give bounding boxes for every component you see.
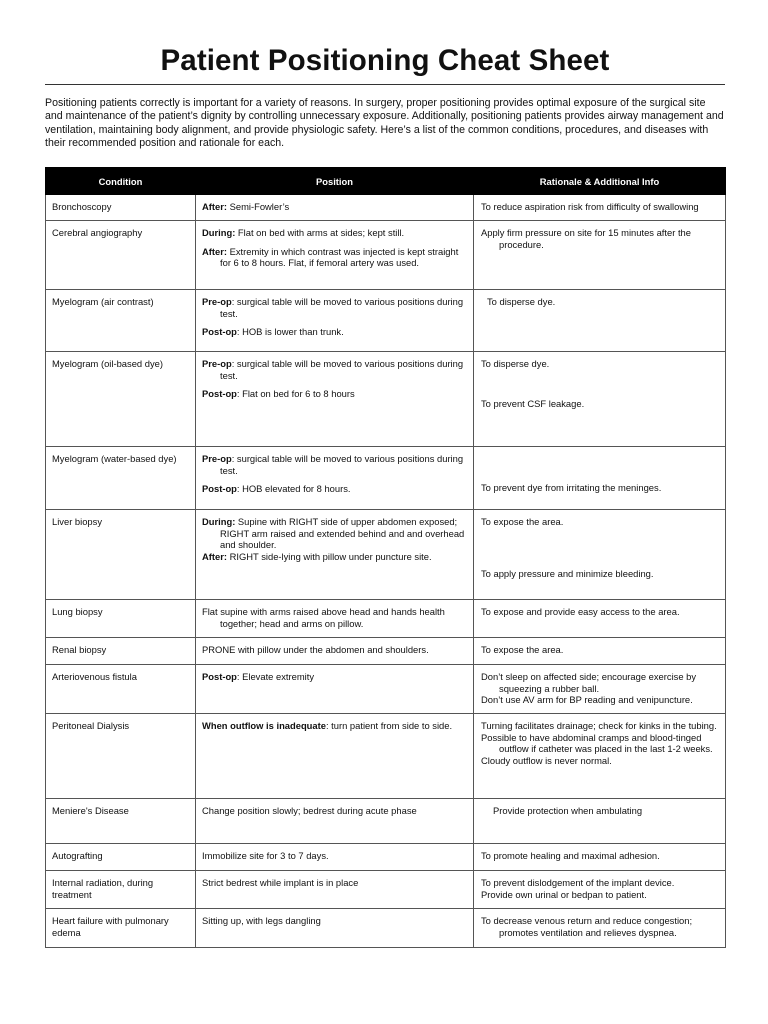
position-label: After: [202, 550, 227, 562]
position-text: : surgical table will be moved to various positions during test. [220, 453, 464, 476]
position-line [202, 720, 467, 732]
rationale-cell [474, 221, 726, 290]
position-label: After: [202, 245, 227, 257]
position-label: When outflow is inadequate [202, 720, 326, 731]
table-row [46, 510, 726, 600]
table-row [46, 665, 726, 714]
rationale-line: Turning facilitates drainage; check for kinks in the tubing. [481, 720, 717, 731]
column-header-condition: Condition [46, 168, 196, 195]
rationale-line: Cloudy outflow is never normal. [481, 754, 612, 766]
rationale-line: To expose the area. [481, 644, 564, 655]
position-label: During: [202, 516, 236, 527]
position-cell [196, 799, 474, 844]
position-line [202, 296, 467, 319]
table-row [46, 447, 726, 510]
intro-paragraph: Positioning patients correctly is important for a variety of reasons. In surgery, proper positioning provides optimal exposure of the surgical site and maintenance of the patient’s dignity by controlling unnecessary exposure. Additionally, positioning patients provides airway management and ventilation, maintaining body alignment, and provide physiologic safety. Here’s a list of the common conditions, procedures, and diseases with their recommended position and rationale for each. [45, 97, 724, 149]
position-cell [196, 447, 474, 510]
rationale-line: Apply firm pressure on site for 15 minutes after the procedure. [481, 227, 691, 250]
position-cell [196, 871, 474, 909]
condition-cell: Renal biopsy [46, 638, 196, 665]
position-text: PRONE with pillow under the abdomen and shoulders. [202, 644, 429, 655]
table-row [46, 352, 726, 447]
table-row [46, 638, 726, 665]
rationale-line: To prevent dye from irritating the meninges. [481, 482, 662, 493]
position-cell [196, 195, 474, 221]
position-line [202, 877, 467, 889]
position-cell [196, 714, 474, 799]
rationale-line: To prevent dislodgement of the implant device. [481, 877, 675, 888]
position-label: Pre-op [202, 358, 232, 369]
rationale-cell [474, 195, 726, 221]
position-cell [196, 844, 474, 871]
position-label: Post-op [202, 671, 237, 682]
table-row [46, 221, 726, 290]
position-label: After: [202, 201, 227, 212]
rationale-cell [474, 600, 726, 638]
position-text: Immobilize site for 3 to 7 days. [202, 850, 329, 861]
title-divider [45, 84, 725, 85]
table-row [46, 799, 726, 844]
table-row [46, 714, 726, 799]
position-line [202, 246, 467, 269]
position-line [202, 227, 467, 239]
rationale-line: To prevent CSF leakage. [481, 397, 585, 409]
position-cell [196, 600, 474, 638]
condition-cell: Myelogram (oil-based dye) [46, 352, 196, 447]
rationale-cell [474, 290, 726, 352]
rationale-line: To expose and provide easy access to the area. [481, 606, 680, 617]
position-line [202, 201, 467, 213]
position-line [202, 483, 467, 495]
rationale-line: Don’t use AV arm for BP reading and venipuncture. [481, 694, 693, 705]
rationale-cell [474, 844, 726, 871]
rationale-cell [474, 352, 726, 447]
position-line [202, 516, 467, 551]
rationale-cell [474, 909, 726, 948]
rationale-line: To decrease venous return and reduce congestion; promotes ventilation and relieves dyspnea. [481, 915, 693, 938]
position-line [202, 850, 467, 862]
condition-cell: Autografting [46, 844, 196, 871]
rationale-line: Provide protection when ambulating [493, 805, 643, 816]
rationale-cell [474, 799, 726, 844]
position-text: Strict bedrest while implant is in place [202, 877, 359, 888]
position-label: Pre-op [202, 296, 232, 307]
position-cell [196, 638, 474, 665]
position-line [202, 805, 467, 817]
position-text: Flat supine with arms raised above head and hands health together; head and arms on pillow. [202, 606, 445, 629]
rationale-cell [474, 665, 726, 714]
condition-cell: Myelogram (water-based dye) [46, 447, 196, 510]
rationale-line: To disperse dye. [481, 358, 550, 369]
condition-cell: Bronchoscopy [46, 195, 196, 221]
position-cell [196, 290, 474, 352]
position-line [202, 453, 467, 476]
column-header-rationale: Rationale & Additional Info [474, 168, 726, 195]
table-row [46, 844, 726, 871]
position-text: : surgical table will be moved to various positions during test. [220, 358, 464, 381]
position-line [202, 671, 467, 683]
position-text: Change position slowly; bedrest during acute phase [202, 805, 417, 816]
position-label: During: [202, 227, 236, 238]
condition-cell: Myelogram (air contrast) [46, 290, 196, 352]
position-line [202, 551, 467, 563]
position-text: Semi-Fowler’s [227, 201, 290, 212]
table-header-row [46, 168, 726, 195]
condition-cell: Peritoneal Dialysis [46, 714, 196, 799]
page-title: Patient Positioning Cheat Sheet [160, 44, 610, 77]
condition-cell: Liver biopsy [46, 510, 196, 600]
position-label: Post-op [202, 388, 237, 399]
position-text: : surgical table will be moved to various positions during test. [220, 296, 464, 319]
table-row [46, 600, 726, 638]
condition-cell: Arteriovenous fistula [46, 665, 196, 714]
position-text: : turn patient from side to side. [325, 720, 453, 731]
table-row [46, 909, 726, 948]
rationale-cell [474, 871, 726, 909]
position-line [202, 606, 467, 629]
position-label: Pre-op [202, 453, 232, 464]
rationale-line: Don’t sleep on affected side; encourage exercise by squeezing a rubber ball. [481, 671, 697, 694]
table-row [46, 195, 726, 221]
position-line [202, 915, 467, 927]
position-cell [196, 221, 474, 290]
position-label: Post-op [202, 483, 237, 494]
positioning-table [45, 167, 726, 948]
condition-cell: Heart failure with pulmonary edema [46, 909, 196, 948]
position-text: : HOB elevated for 8 hours. [236, 483, 351, 494]
position-line [202, 388, 467, 400]
rationale-cell [474, 714, 726, 799]
position-cell [196, 352, 474, 447]
rationale-line: To expose the area. [481, 516, 564, 527]
rationale-line: To reduce aspiration risk from difficulty of swallowing [481, 201, 699, 212]
table-row [46, 290, 726, 352]
position-text: : HOB is lower than trunk. [236, 326, 344, 337]
position-text: Flat on bed with arms at sides; kept still. [235, 227, 405, 238]
position-label: Post-op [202, 326, 237, 337]
rationale-cell [474, 638, 726, 665]
rationale-line: Provide own urinal or bedpan to patient. [481, 888, 647, 900]
rationale-line: To disperse dye. [487, 296, 556, 307]
position-text: : Flat on bed for 6 to 8 hours [236, 388, 355, 399]
column-header-position: Position [196, 168, 474, 195]
position-text: Supine with RIGHT side of upper abdomen exposed; RIGHT arm raised and extended behind and and overhead and shoulder. [220, 516, 465, 550]
position-text: RIGHT side-lying with pillow under puncture site. [227, 550, 432, 562]
condition-cell: Lung biopsy [46, 600, 196, 638]
position-text: Extremity in which contrast was injected is kept straight for 6 to 8 hours. Flat, if femoral artery was used. [220, 245, 459, 268]
rationale-line: To promote healing and maximal adhesion. [481, 850, 660, 861]
rationale-cell [474, 510, 726, 600]
position-cell [196, 909, 474, 948]
position-line [202, 326, 467, 338]
position-line [202, 358, 467, 381]
position-cell [196, 665, 474, 714]
rationale-line: Possible to have abdominal cramps and blood-tinged outflow if catheter was placed in the last 1-2 weeks. [481, 731, 713, 754]
position-cell [196, 510, 474, 600]
position-line [202, 644, 467, 656]
condition-cell: Meniere's Disease [46, 799, 196, 844]
table-row [46, 871, 726, 909]
condition-cell: Cerebral angiography [46, 221, 196, 290]
condition-cell: Internal radiation, during treatment [46, 871, 196, 909]
rationale-line: To apply pressure and minimize bleeding. [481, 567, 654, 579]
position-text: : Elevate extremity [236, 671, 315, 682]
position-text: Sitting up, with legs dangling [202, 915, 321, 926]
rationale-cell [474, 447, 726, 510]
